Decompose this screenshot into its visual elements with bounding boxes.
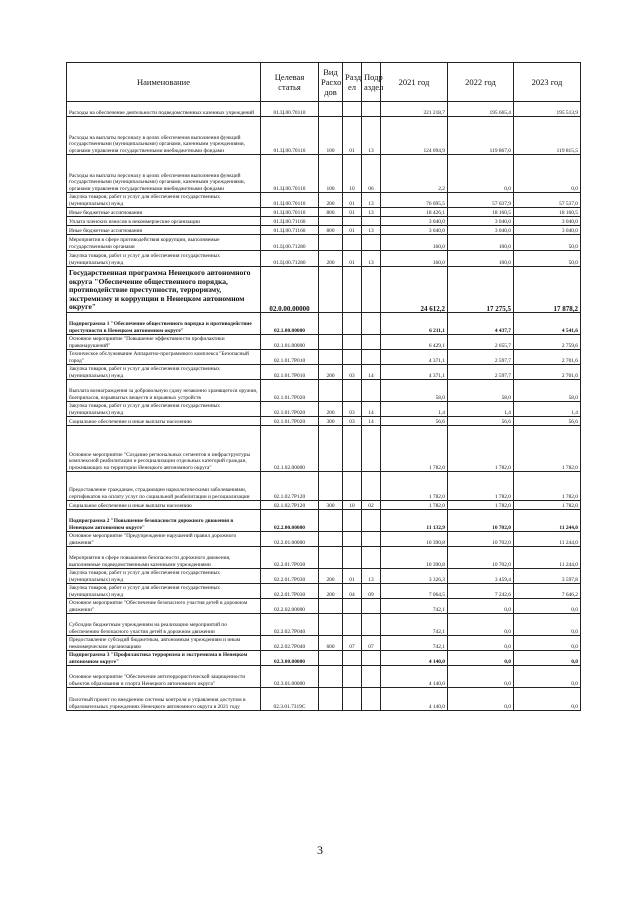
row-target-article: 01.Ц.00.70110 xyxy=(261,102,319,117)
row-expense-type xyxy=(319,599,343,614)
row-subsection xyxy=(362,350,381,365)
row-name: Закупка товаров, работ и услуг для обеспечения государственных (муниципальных) нужд xyxy=(67,569,261,584)
row-target-article: 02.1.01.7Р020 xyxy=(261,417,319,426)
row-name: Подпрограмма 2 "Повышение безопасности дорожного движения в Ненецком автономном округе" xyxy=(67,510,261,532)
row-section: 01 xyxy=(343,569,362,584)
row-subsection xyxy=(362,547,381,569)
row-section xyxy=(343,350,362,365)
row-expense-type xyxy=(319,267,343,313)
row-amount-2023: 17 878,2 xyxy=(514,267,581,313)
row-amount-2022: 3 040,0 xyxy=(448,217,514,226)
row-target-article: 02.2.02.7Р040 xyxy=(261,636,319,651)
row-expense-type xyxy=(319,313,343,335)
header-section: Разд ел xyxy=(343,63,362,102)
table-row xyxy=(67,614,581,636)
row-name: Расходы на обеспечение деятельности подведомственных казенных учреждений xyxy=(67,102,261,117)
row-amount-2022: 100,0 xyxy=(448,251,514,267)
row-amount-2023: 0,0 xyxy=(514,155,581,193)
row-subsection xyxy=(362,235,381,251)
row-amount-2023: 0,0 xyxy=(514,651,581,666)
row-target-article: 02.1.02.7Р120 xyxy=(261,472,319,501)
row-expense-type xyxy=(319,426,343,472)
row-section xyxy=(343,102,362,117)
budget-table xyxy=(66,62,581,711)
row-amount-2023: 195 513,9 xyxy=(514,102,581,117)
row-section xyxy=(343,313,362,335)
row-subsection: 06 xyxy=(362,155,381,193)
row-target-article: 02.1.00.00000 xyxy=(261,313,319,335)
row-section xyxy=(343,510,362,532)
table-row xyxy=(67,208,581,217)
row-amount-2021: 24 612,2 xyxy=(381,267,448,313)
row-subsection: 14 xyxy=(362,417,381,426)
row-amount-2023: 0,0 xyxy=(514,599,581,614)
row-amount-2022: 3 459,4 xyxy=(448,569,514,584)
table-row xyxy=(67,569,581,584)
row-subsection: 13 xyxy=(362,251,381,267)
row-section: 03 xyxy=(343,417,362,426)
row-section: 04 xyxy=(343,584,362,599)
row-amount-2021: 4 371,1 xyxy=(381,365,448,380)
row-section: 10 xyxy=(343,155,362,193)
table-row xyxy=(67,102,581,117)
table-row xyxy=(67,417,581,426)
row-amount-2022: 1 782,0 xyxy=(448,501,514,510)
row-section xyxy=(343,235,362,251)
row-target-article: 02.2.01.7Р030 xyxy=(261,584,319,599)
row-expense-type xyxy=(319,350,343,365)
row-amount-2022: 2 597,7 xyxy=(448,365,514,380)
row-target-article: 02.2.02.00000 xyxy=(261,599,319,614)
row-amount-2022: 1 782,0 xyxy=(448,472,514,501)
row-amount-2023: 2 701,6 xyxy=(514,365,581,380)
row-expense-type xyxy=(319,335,343,350)
row-target-article: 02.0.00.00000 xyxy=(261,267,319,313)
row-name: Предоставление субсидий бюджетным, автономным учреждениям и иным некоммерческим организациям xyxy=(67,636,261,651)
row-expense-type xyxy=(319,380,343,402)
row-expense-type xyxy=(319,217,343,226)
row-target-article: 02.1.01.00000 xyxy=(261,335,319,350)
table-row xyxy=(67,547,581,569)
row-amount-2021: 56,6 xyxy=(381,417,448,426)
table-row xyxy=(67,599,581,614)
table-row xyxy=(67,365,581,380)
row-amount-2021: 4 140,0 xyxy=(381,651,448,666)
row-name: Расходы на выплаты персоналу в целях обеспечения выполнения функций государственными (муниципальными) органами, казенными учреждениями, органами управления государственными внебюджетными фондами xyxy=(67,155,261,193)
row-section xyxy=(343,335,362,350)
row-amount-2022: 2 597,7 xyxy=(448,350,514,365)
row-amount-2021: 4 371,1 xyxy=(381,350,448,365)
row-subsection: 07 xyxy=(362,636,381,651)
row-amount-2021: 18 426,1 xyxy=(381,208,448,217)
row-target-article: 01.Ц.00.71160 xyxy=(261,217,319,226)
row-amount-2023: 11 244,0 xyxy=(514,510,581,532)
table-row xyxy=(67,267,581,313)
row-amount-2023: 7 646,2 xyxy=(514,584,581,599)
table-row xyxy=(67,666,581,688)
row-target-article: 01.Ц.00.70110 xyxy=(261,155,319,193)
row-amount-2021: 1 782,0 xyxy=(381,472,448,501)
row-subsection xyxy=(362,666,381,688)
row-name: Основное мероприятие "Предупреждение нарушений правил дорожного движения" xyxy=(67,532,261,547)
row-name: Закупка товаров, работ и услуг для обеспечения государственных (муниципальных) нужд xyxy=(67,402,261,417)
table-body xyxy=(67,102,581,711)
row-target-article: 02.3.01.00000 xyxy=(261,666,319,688)
row-expense-type: 200 xyxy=(319,193,343,208)
row-name: Закупка товаров, работ и услуг для обеспечения государственных (муниципальных) нужд xyxy=(67,193,261,208)
row-amount-2021: 1 782,0 xyxy=(381,426,448,472)
table-header-row xyxy=(67,63,581,102)
row-amount-2021: 10 390,8 xyxy=(381,532,448,547)
row-amount-2023: 1,4 xyxy=(514,402,581,417)
row-subsection xyxy=(362,688,381,711)
row-amount-2023: 50,0 xyxy=(514,235,581,251)
table-row xyxy=(67,226,581,235)
row-expense-type xyxy=(319,532,343,547)
row-subsection xyxy=(362,102,381,117)
row-amount-2022: 0,0 xyxy=(448,599,514,614)
row-amount-2022: 17 275,5 xyxy=(448,267,514,313)
row-amount-2021: 160,0 xyxy=(381,251,448,267)
row-expense-type xyxy=(319,472,343,501)
row-amount-2021: 1 782,0 xyxy=(381,501,448,510)
row-name: Уплата членских взносов в некоммерческие организации xyxy=(67,217,261,226)
table-row xyxy=(67,688,581,711)
row-subsection xyxy=(362,472,381,501)
row-name: Основное мероприятие "Обеспечение безопасного участия детей в дорожном движении" xyxy=(67,599,261,614)
row-expense-type: 100 xyxy=(319,117,343,155)
row-target-article: 02.1.02.00000 xyxy=(261,426,319,472)
row-name: Предоставление гражданам, страдающим наркологическими заболеваниями, сертификатов на оплату услуг по социальной реабилитации и ресоциализации xyxy=(67,472,261,501)
row-amount-2022: 195 665,4 xyxy=(448,102,514,117)
row-amount-2022: 0,0 xyxy=(448,651,514,666)
row-section xyxy=(343,614,362,636)
row-target-article: 02.2.02.7Р040 xyxy=(261,614,319,636)
row-section xyxy=(343,217,362,226)
row-amount-2022: 0,0 xyxy=(448,688,514,711)
header-target-article: Целевая статья xyxy=(261,63,319,102)
row-amount-2021: 11 132,9 xyxy=(381,510,448,532)
row-section xyxy=(343,547,362,569)
row-amount-2022: 56,6 xyxy=(448,417,514,426)
row-subsection: 13 xyxy=(362,193,381,208)
table-row xyxy=(67,117,581,155)
table-row xyxy=(67,193,581,208)
row-amount-2023: 4 541,6 xyxy=(514,313,581,335)
row-name: Закупка товаров, работ и услуг для обеспечения государственных (муниципальных) нужд xyxy=(67,365,261,380)
row-amount-2021: 124 094,9 xyxy=(381,117,448,155)
row-amount-2023: 2 701,6 xyxy=(514,350,581,365)
table-row xyxy=(67,402,581,417)
row-amount-2021: 3 040,0 xyxy=(381,217,448,226)
header-year-2022: 2022 год xyxy=(448,63,514,102)
row-amount-2023: 11 244,0 xyxy=(514,547,581,569)
row-subsection: 13 xyxy=(362,208,381,217)
row-amount-2022: 0,0 xyxy=(448,666,514,688)
table-row xyxy=(67,472,581,501)
row-expense-type xyxy=(319,102,343,117)
row-section: 01 xyxy=(343,251,362,267)
row-target-article: 02.1.02.7Р120 xyxy=(261,501,319,510)
row-name: Основное мероприятие "Создание региональных сегментов и инфраструктуры комплексной реабилитации и ресоциализации отдельных категорий граждан, проживающих на территории Ненецкого автономного округа" xyxy=(67,426,261,472)
row-amount-2022: 10 702,0 xyxy=(448,510,514,532)
row-expense-type xyxy=(319,235,343,251)
row-expense-type: 200 xyxy=(319,251,343,267)
row-section xyxy=(343,688,362,711)
row-section: 01 xyxy=(343,117,362,155)
row-target-article: 02.1.01.7Р020 xyxy=(261,380,319,402)
row-amount-2023: 0,0 xyxy=(514,614,581,636)
row-amount-2021: 76 695,5 xyxy=(381,193,448,208)
row-amount-2021: 742,1 xyxy=(381,614,448,636)
row-section: 07 xyxy=(343,636,362,651)
row-target-article: 02.1.01.7Р010 xyxy=(261,365,319,380)
header-year-2021: 2021 год xyxy=(381,63,448,102)
row-amount-2021: 4 140,0 xyxy=(381,688,448,711)
row-subsection: 14 xyxy=(362,402,381,417)
row-amount-2021: 742,1 xyxy=(381,636,448,651)
row-name: Основное мероприятие "Повышение эффективности профилактики правонарушений" xyxy=(67,335,261,350)
table-row xyxy=(67,584,581,599)
row-target-article: 01.Ц.00.70110 xyxy=(261,208,319,217)
row-amount-2023: 0,0 xyxy=(514,636,581,651)
row-amount-2022: 18 160,5 xyxy=(448,208,514,217)
table-row xyxy=(67,532,581,547)
row-expense-type: 300 xyxy=(319,501,343,510)
row-subsection xyxy=(362,651,381,666)
row-target-article: 02.2.00.00000 xyxy=(261,510,319,532)
row-name: Субсидии бюджетным учреждениям на реализацию мероприятий по обеспечению безопасного участия детей в дорожном движении xyxy=(67,614,261,636)
row-amount-2022: 0,0 xyxy=(448,614,514,636)
row-amount-2023: 50,0 xyxy=(514,251,581,267)
row-target-article: 01.Ц.00.71280 xyxy=(261,235,319,251)
row-amount-2022: 0,0 xyxy=(448,155,514,193)
table-row xyxy=(67,235,581,251)
table-row xyxy=(67,335,581,350)
row-name: Закупка товаров, работ и услуг для обеспечения государственных (муниципальных) нужд xyxy=(67,584,261,599)
row-subsection xyxy=(362,313,381,335)
header-expense-type: Вид Расхо дов xyxy=(319,63,343,102)
row-target-article: 02.2.01.00000 xyxy=(261,532,319,547)
row-section: 01 xyxy=(343,226,362,235)
row-section xyxy=(343,267,362,313)
row-amount-2022: 10 702,0 xyxy=(448,547,514,569)
row-section xyxy=(343,426,362,472)
row-amount-2022: 119 867,0 xyxy=(448,117,514,155)
row-amount-2023: 56,6 xyxy=(514,417,581,426)
row-expense-type xyxy=(319,651,343,666)
row-expense-type: 200 xyxy=(319,569,343,584)
row-expense-type: 300 xyxy=(319,417,343,426)
row-section xyxy=(343,599,362,614)
row-section: 03 xyxy=(343,402,362,417)
row-name: Мероприятия в сфере повышения безопасности дорожного движения, выполняемые подведомственными казенными учреждениями xyxy=(67,547,261,569)
row-target-article: 01.Ц.00.70110 xyxy=(261,117,319,155)
row-amount-2022: 10 702,0 xyxy=(448,532,514,547)
row-amount-2021: 10 390,8 xyxy=(381,547,448,569)
table-row xyxy=(67,510,581,532)
row-target-article: 01.Ц.00.71160 xyxy=(261,226,319,235)
table-row xyxy=(67,313,581,335)
row-amount-2023: 58,0 xyxy=(514,380,581,402)
row-name: Пилотный проект по внедрению системы контроля и управления доступом в образовательных учреждениях Ненецкого автономного округа в 2021 году xyxy=(67,688,261,711)
row-section xyxy=(343,472,362,501)
row-target-article: 01.Ц.00.70110 xyxy=(261,193,319,208)
row-amount-2023: 2 759,6 xyxy=(514,335,581,350)
row-target-article: 02.2.01.7Р030 xyxy=(261,569,319,584)
row-section: 01 xyxy=(343,208,362,217)
header-name: Наименование xyxy=(67,63,261,102)
row-target-article: 02.1.01.7Р010 xyxy=(261,350,319,365)
row-amount-2023: 11 244,0 xyxy=(514,532,581,547)
row-amount-2023: 1 782,0 xyxy=(514,426,581,472)
row-subsection xyxy=(362,426,381,472)
row-amount-2021: 160,0 xyxy=(381,235,448,251)
table-row xyxy=(67,350,581,365)
row-section xyxy=(343,532,362,547)
row-section xyxy=(343,666,362,688)
header-subsection: Подр аздел xyxy=(362,63,381,102)
row-amount-2023: 1 782,0 xyxy=(514,501,581,510)
row-amount-2022: 1 782,0 xyxy=(448,426,514,472)
row-name: Социальное обеспечение и иные выплаты населению xyxy=(67,417,261,426)
row-subsection: 09 xyxy=(362,584,381,599)
row-amount-2021: 3 040,0 xyxy=(381,226,448,235)
row-name: Основное мероприятие "Обеспечение антитеррористической защищенности объектов образования и спорта Ненецкого автономного округа" xyxy=(67,666,261,688)
row-amount-2021: 7 064,5 xyxy=(381,584,448,599)
row-name: Закупка товаров, работ и услуг для обеспечения государственных (муниципальных) нужд xyxy=(67,251,261,267)
row-amount-2021: 4 140,0 xyxy=(381,666,448,688)
row-amount-2023: 0,0 xyxy=(514,688,581,711)
row-amount-2021: 1,4 xyxy=(381,402,448,417)
row-amount-2021: 3 326,3 xyxy=(381,569,448,584)
row-section: 10 xyxy=(343,501,362,510)
row-expense-type: 200 xyxy=(319,402,343,417)
row-amount-2023: 57 537,0 xyxy=(514,193,581,208)
row-subsection xyxy=(362,217,381,226)
row-amount-2022: 0,0 xyxy=(448,636,514,651)
row-amount-2023: 3 040,0 xyxy=(514,217,581,226)
row-name: Подпрограмма 1 "Обеспечение общественного порядка и противодействие преступности в Ненецком автономном округе" xyxy=(67,313,261,335)
row-amount-2022: 1,4 xyxy=(448,402,514,417)
row-target-article: 02.1.01.7Р020 xyxy=(261,402,319,417)
row-name: Выплата вознаграждения за добровольную сдачу незаконно хранящегося оружия, боеприпасов, взрывчатых веществ и взрывных устройств xyxy=(67,380,261,402)
row-subsection xyxy=(362,335,381,350)
row-amount-2022: 4 437,7 xyxy=(448,313,514,335)
row-section: 01 xyxy=(343,193,362,208)
row-amount-2021: 58,0 xyxy=(381,380,448,402)
row-subsection xyxy=(362,267,381,313)
row-target-article: 01.Ц.00.71280 xyxy=(261,251,319,267)
table-row xyxy=(67,155,581,193)
row-amount-2023: 18 160,5 xyxy=(514,208,581,217)
row-name: Социальное обеспечение и иные выплаты населению xyxy=(67,501,261,510)
row-subsection: 13 xyxy=(362,117,381,155)
header-year-2023: 2023 год xyxy=(514,63,581,102)
row-expense-type xyxy=(319,666,343,688)
row-subsection xyxy=(362,380,381,402)
row-name: Мероприятия в сфере противодействия коррупции, выполняемые государственными органами xyxy=(67,235,261,251)
table-row xyxy=(67,426,581,472)
row-amount-2021: 6 211,1 xyxy=(381,313,448,335)
row-target-article: 02.3.00.00000 xyxy=(261,651,319,666)
row-name: Расходы на выплаты персоналу в целях обеспечения выполнения функций государственными (муниципальными) органами, казенными учреждениями, органами управления государственными внебюджетными фондами xyxy=(67,117,261,155)
row-amount-2023: 3 597,8 xyxy=(514,569,581,584)
row-amount-2021: 742,1 xyxy=(381,599,448,614)
row-name: Подпрограмма 3 "Профилактика терроризма и экстремизма в Ненецком автономном округе" xyxy=(67,651,261,666)
row-name: Техническое обслуживание Аппаратно-программного комплекса "Безопасный город" xyxy=(67,350,261,365)
table-row xyxy=(67,651,581,666)
row-amount-2022: 58,0 xyxy=(448,380,514,402)
row-amount-2023: 119 815,5 xyxy=(514,117,581,155)
row-expense-type: 200 xyxy=(319,365,343,380)
row-subsection xyxy=(362,510,381,532)
table-row xyxy=(67,217,581,226)
row-name: Иные бюджетные ассигнования xyxy=(67,226,261,235)
row-expense-type xyxy=(319,614,343,636)
row-subsection xyxy=(362,614,381,636)
row-subsection xyxy=(362,599,381,614)
row-section: 03 xyxy=(343,365,362,380)
row-amount-2023: 0,0 xyxy=(514,666,581,688)
row-amount-2022: 7 242,6 xyxy=(448,584,514,599)
row-expense-type: 200 xyxy=(319,584,343,599)
row-subsection xyxy=(362,532,381,547)
row-target-article: 02.3.01.7319С xyxy=(261,688,319,711)
row-section xyxy=(343,651,362,666)
row-amount-2023: 1 782,0 xyxy=(514,472,581,501)
row-amount-2021: 221 218,7 xyxy=(381,102,448,117)
row-expense-type xyxy=(319,688,343,711)
row-expense-type xyxy=(319,510,343,532)
row-expense-type: 800 xyxy=(319,208,343,217)
row-name: Иные бюджетные ассигнования xyxy=(67,208,261,217)
row-amount-2021: 2,2 xyxy=(381,155,448,193)
page-number: 3 xyxy=(317,843,323,857)
row-amount-2022: 2 655,7 xyxy=(448,335,514,350)
row-amount-2021: 6 429,1 xyxy=(381,335,448,350)
row-amount-2023: 3 040,0 xyxy=(514,226,581,235)
table-row xyxy=(67,380,581,402)
row-section xyxy=(343,380,362,402)
row-expense-type: 800 xyxy=(319,226,343,235)
row-amount-2022: 100,0 xyxy=(448,235,514,251)
row-subsection: 14 xyxy=(362,365,381,380)
row-expense-type: 600 xyxy=(319,636,343,651)
row-expense-type: 100 xyxy=(319,155,343,193)
row-target-article: 02.2.01.7Р030 xyxy=(261,547,319,569)
table-row xyxy=(67,251,581,267)
row-name: Государственная программа Ненецкого автономного округа "Обеспечение общественного порядка, противодействие преступности, терроризму, экстремизму и коррупции в Ненецком автономном округе" xyxy=(67,267,261,313)
row-expense-type xyxy=(319,547,343,569)
row-subsection: 13 xyxy=(362,569,381,584)
row-subsection: 02 xyxy=(362,501,381,510)
table-row xyxy=(67,636,581,651)
row-amount-2022: 3 040,0 xyxy=(448,226,514,235)
row-subsection: 13 xyxy=(362,226,381,235)
table-row xyxy=(67,501,581,510)
row-amount-2022: 57 637,9 xyxy=(448,193,514,208)
